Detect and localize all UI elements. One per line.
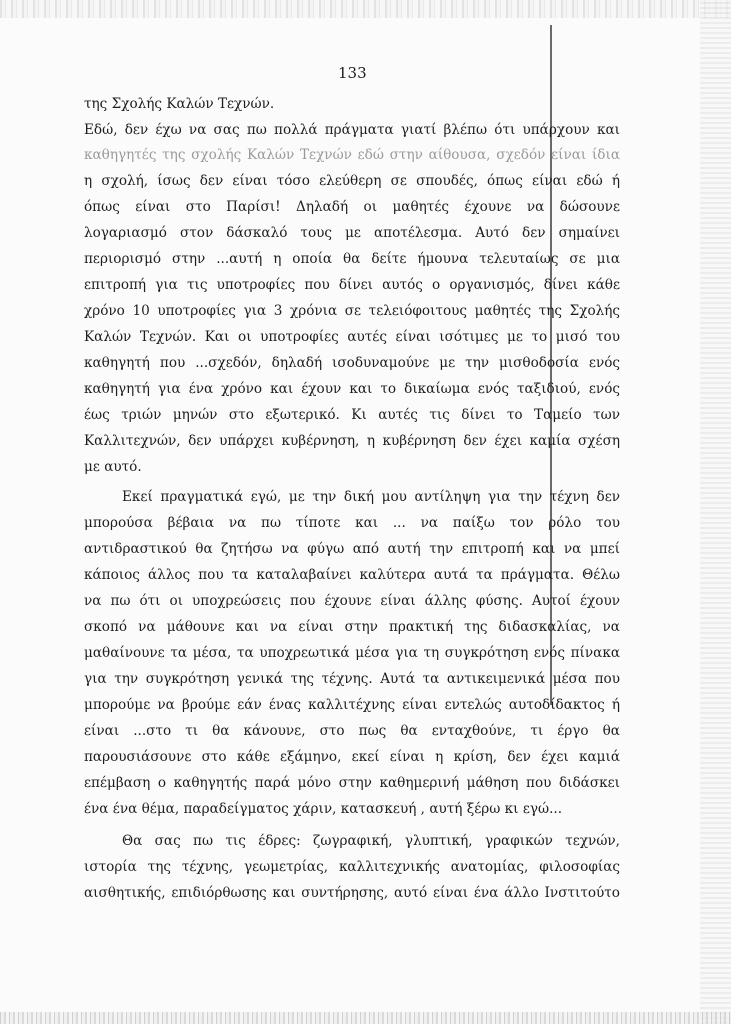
text-line: για την συγκρότηση γενικά της τέχνης. Αυτά τα αντικειμενικά μέσα που [84, 671, 620, 687]
text-line: ιστορία της τέχνης, γεωμετρίας, καλλιτεχνικής ανατομίας, φιλοσοφίας [84, 859, 620, 875]
text-line: Καλλιτεχνών, δεν υπάρχει κυβέρνηση, η κυβέρνηση δεν έχει καμία σχέση [84, 433, 620, 449]
text-line: Καλών Τεχνών. Και οι υποτροφίες αυτές είναι ισότιμες με το μισό του [84, 329, 620, 345]
text-line: καθηγητή για ένα χρόνο και έχουν και το δικαίωμα ενός ταξιδιού, ενός [84, 381, 620, 397]
text-line: η σχολή, ίσως δεν είναι τόσο ελεύθερη σε σπουδές, όπως είναι εδώ ή [84, 173, 620, 189]
text-line: αντιδραστικού θα ζητήσω να φύγω από αυτή την επιτροπή και να μπεί [84, 541, 620, 557]
text-line: Θα σας πω τις έδρες: ζωγραφική, γλυπτική, γραφικών τεχνών, [122, 833, 620, 849]
scan-noise-top [0, 0, 731, 18]
text-line: χρόνο 10 υποτροφίες για 3 χρόνια σε τελειόφοιτους μαθητές της Σχολής [84, 303, 620, 319]
text-line: λογαριασμό στον δάσκαλό τους με αποτέλεσμα. Αυτό δεν σημαίνει [84, 225, 620, 241]
text-line: κάποιος άλλος που τα καταλαβαίνει καλύτερα αυτά τα πράγματα. Θέλω [84, 567, 620, 583]
text-line: να πω ότι οι υποχρεώσεις που έχουνε είναι άλλης φύσης. Αυτοί έχουν [84, 593, 620, 609]
text-line: μαθαίνουνε τα μέσα, τα υποχρεωτικά μέσα για τη συγκρότηση ενός πίνακα [84, 645, 620, 661]
text-line: μπορούσα βέβαια να πω τίποτε και ... να παίξω τον ρόλο του [84, 515, 620, 531]
text-line: είναι ...στο τι θα κάνουνε, στο πως θα ενταχθούνε, τι έργο θα [84, 723, 620, 739]
text-line: μπορούμε να βρούμε εάν ένας καλλιτέχνης είναι εντελώς αυτοδίδακτος ή [84, 697, 620, 713]
text-line: με αυτό. [84, 459, 142, 475]
text-line: έως τριών μηνών στο εξωτερικό. Κι αυτές τις δίνει το Ταμείο των [84, 407, 620, 423]
text-line: Εδώ, δεν έχω να σας πω πολλά πράγματα γιατί βλέπω ότι υπάρχουν και [84, 122, 620, 138]
text-line: Εκεί πραγματικά εγώ, με την δική μου αντίληψη για την τέχνη δεν [122, 489, 620, 505]
page-number: 133 [338, 64, 367, 82]
text-line: της Σχολής Καλών Τεχνών. [84, 96, 275, 112]
text-line: επέμβαση ο καθηγητής παρά μόνο στην καθημερινή μάθηση που διδάσκει [84, 775, 620, 791]
scan-edge-right [700, 0, 731, 1024]
text-line: ένα ένα θέμα, παραδείγματος χάριν, κατασκευή , αυτή ξέρω κι εγώ... [84, 801, 563, 817]
text-line: επιτροπή για τις υποτροφίες που δίνει αυτός ο οργανισμός, δίνει κάθε [84, 277, 620, 293]
text-line: καθηγητή που ...σχεδόν, δηλαδή ισοδυναμούνε με την μισθοδοσία ενός [84, 355, 620, 371]
scan-noise-bottom [0, 1012, 731, 1024]
text-line: όπως είναι στο Παρίσι! Δηλαδή οι μαθητές έχουνε να δώσουνε [84, 199, 620, 215]
text-line: παρουσιάσουνε στο κάθε εξάμηνο, εκεί είναι η κρίση, δεν έχει καμιά [84, 749, 620, 765]
text-line: σκοπό να μάθουνε και να είναι στην πρακτική της διδασκαλίας, να [84, 619, 620, 635]
text-line: αισθητικής, επιδιόρθωσης και συντήρησης, αυτό είναι ένα άλλο Ινστιτούτο [84, 885, 620, 901]
text-line: περιορισμό στην ...αυτή η οποία θα δείτε ήμουνα τελευταίως σε μια [84, 251, 620, 267]
text-line-faded: καθηγητές της σχολής Καλών Τεχνών εδώ στην αίθουσα, σχεδόν είναι ίδια [84, 147, 620, 163]
